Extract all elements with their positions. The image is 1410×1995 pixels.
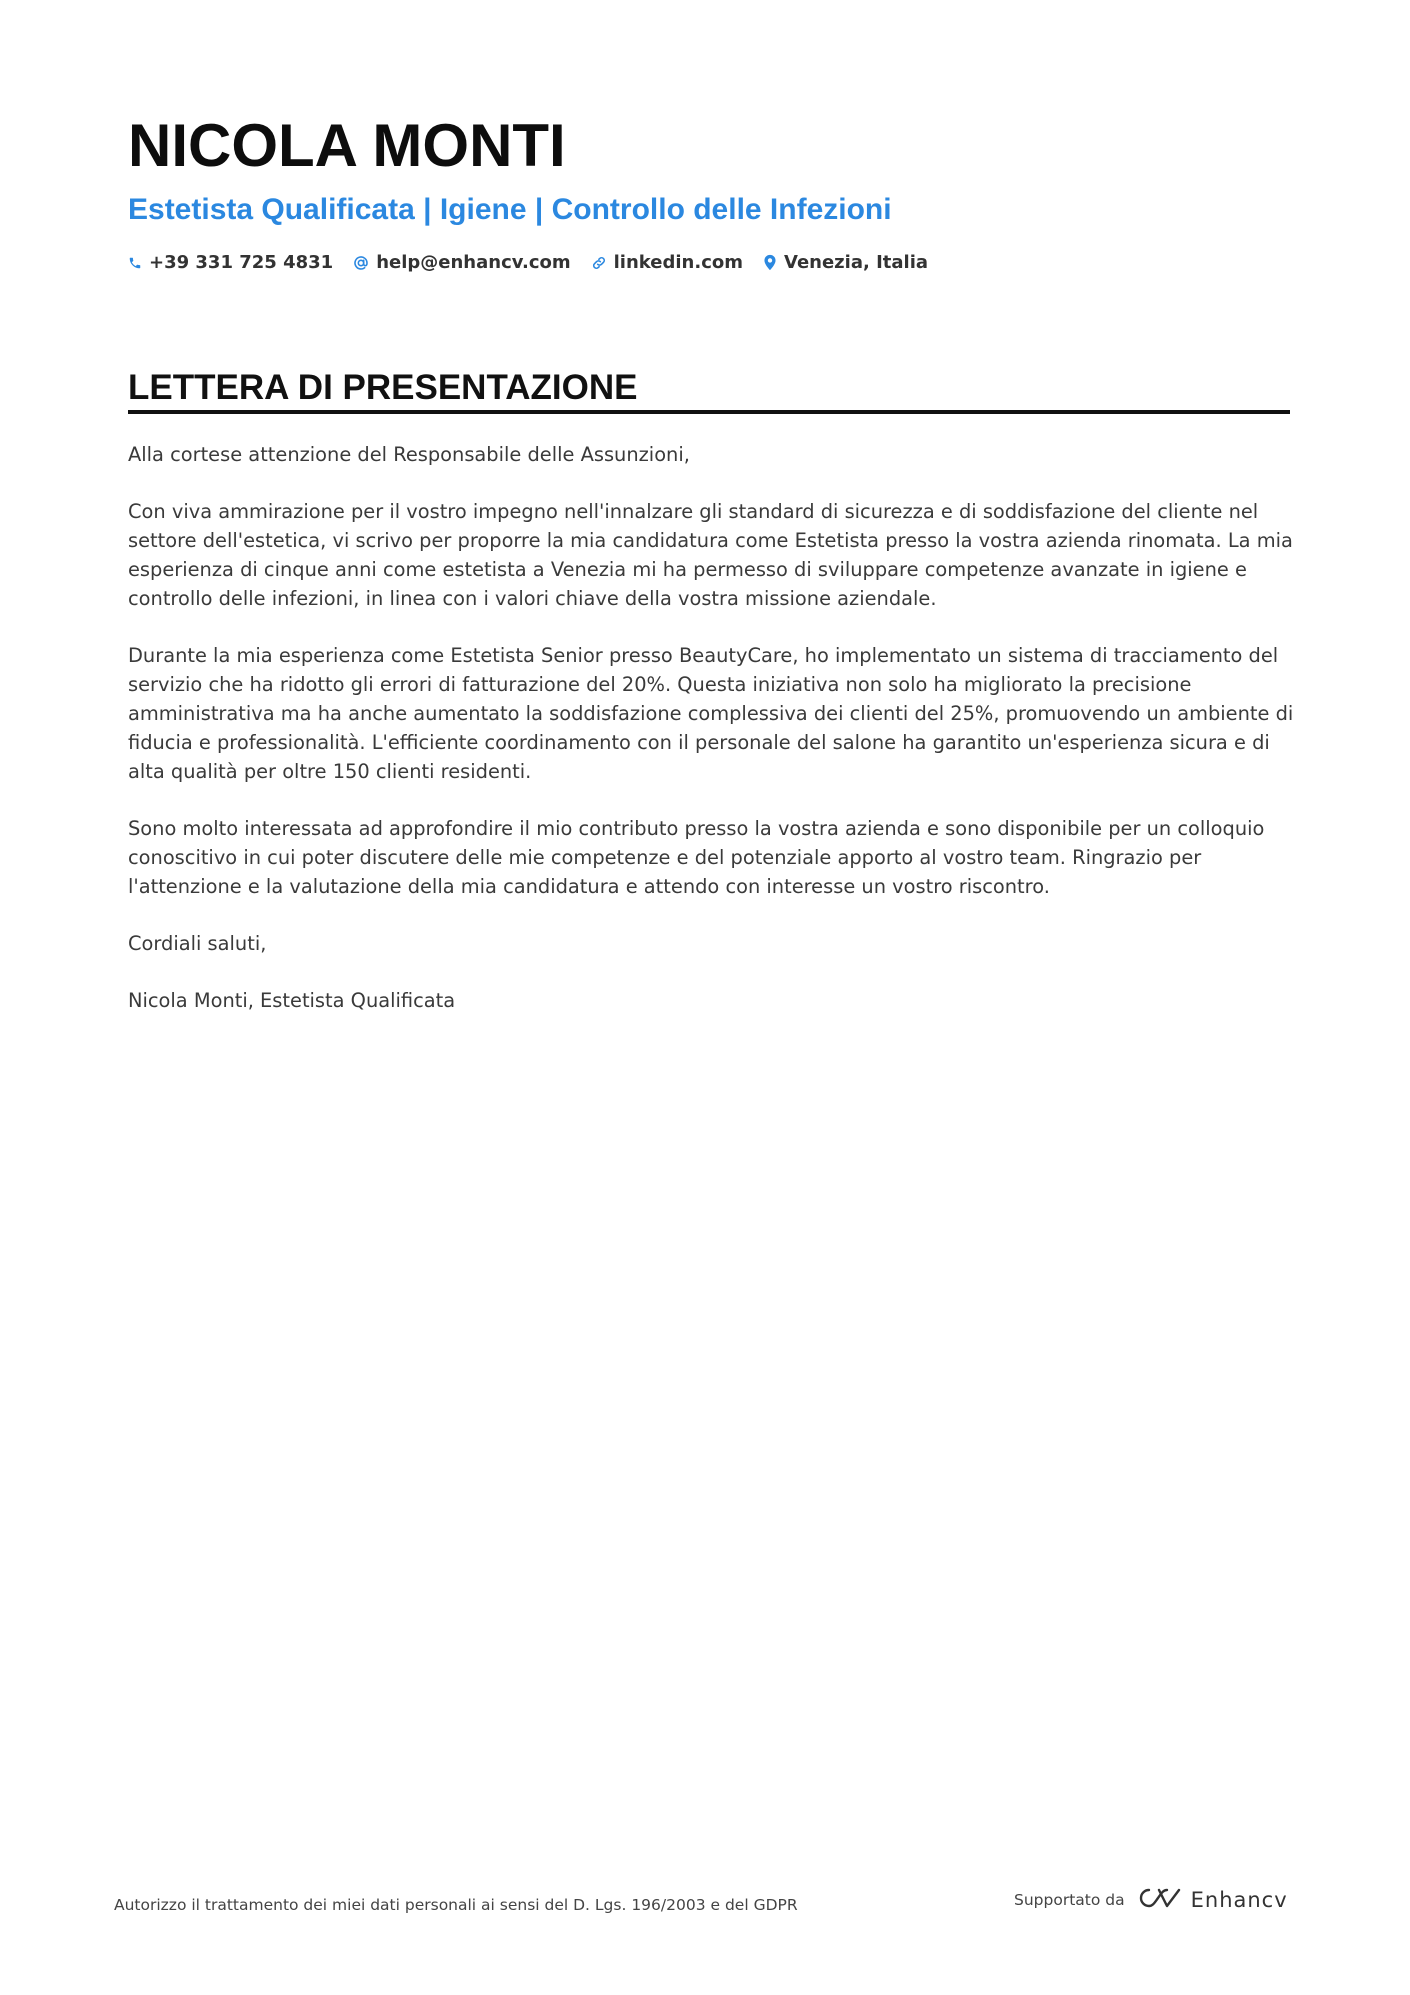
phone-text: +39 331 725 4831	[149, 252, 334, 273]
letter-body	[128, 440, 1294, 1043]
letter-signature: Nicola Monti, Estetista Qualificata	[128, 989, 456, 1012]
letter-closing: Cordiali saluti,	[128, 932, 267, 955]
section-divider	[128, 410, 1290, 414]
candidate-headline: Estetista Qualificata | Igiene | Controllo delle Infezioni	[128, 193, 892, 226]
brand-name: Enhancv	[1190, 1888, 1288, 1912]
contact-phone	[128, 252, 333, 273]
at-icon	[353, 255, 369, 271]
email-text: help@enhancv.com	[376, 252, 571, 273]
enhancv-mark-icon	[1137, 1885, 1183, 1915]
privacy-note: Autorizzo il trattamento dei miei dati personali ai sensi del D. Lgs. 196/2003 e del GDPR	[114, 1896, 798, 1914]
phone-icon	[128, 255, 142, 271]
contact-email[interactable]	[353, 252, 570, 273]
contact-location	[763, 252, 928, 273]
enhancv-logo[interactable]	[1137, 1885, 1288, 1915]
location-pin-icon	[763, 254, 777, 271]
letter-paragraph: Durante la mia esperienza come Estetista Senior presso BeautyCare, ho implementato un sistema di tracciamento del servizio che ha ridotto gli errori di fatturazione del 20%. Questa iniziativa non solo ha migliorato la precisione amministrativa ma ha anche aumentato la soddisfazione complessiva dei clienti del 25%, promuovendo un ambiente di fiducia e professionalità. L'efficiente coordinamento con il personale del salone ha garantito un'esperienza sicura e di alta qualità per oltre 150 clienti residenti.	[128, 644, 1294, 783]
linkedin-text: linkedin.com	[613, 252, 743, 273]
letter-paragraph: Con viva ammirazione per il vostro impegno nell'innalzare gli standard di sicurezza e di soddisfazione del cliente nel settore dell'estetica, vi scrivo per proporre la mia candidatura come Estetista presso la vostra azienda rinomata. La mia esperienza di cinque anni come estetista a Venezia mi ha permesso di sviluppare competenze avanzate in igiene e controllo delle infezioni, in linea con i valori chiave della vostra missione aziendale.	[128, 500, 1293, 610]
section-title: LETTERA DI PRESENTAZIONE	[128, 368, 638, 407]
footer-brand[interactable]	[1014, 1885, 1288, 1915]
location-text: Venezia, Italia	[784, 252, 929, 273]
candidate-name: NICOLA MONTI	[128, 112, 566, 179]
link-icon	[591, 255, 607, 271]
contact-linkedin[interactable]	[591, 252, 743, 273]
letter-salutation: Alla cortese attenzione del Responsabile delle Assunzioni,	[128, 443, 690, 466]
letter-paragraph: Sono molto interessata ad approfondire il mio contributo presso la vostra azienda e sono disponibile per un colloquio conoscitivo in cui poter discutere delle mie competenze e del potenziale apporto al vostro team. Ringrazio per l'attenzione e la valutazione della mia candidatura e attendo con interesse un vostro riscontro.	[128, 817, 1265, 898]
contact-bar	[128, 252, 928, 273]
supported-by-label: Supportato da	[1014, 1891, 1125, 1909]
